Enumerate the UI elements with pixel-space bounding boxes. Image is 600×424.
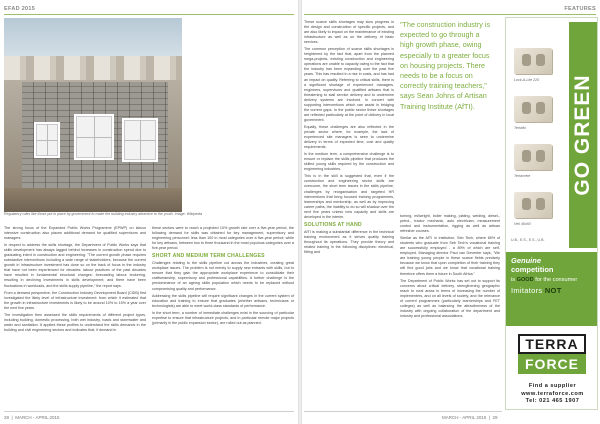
- paragraph: The Department of Public Works has set out to support its concerns about critical delivery, strengthening geographic reach to rural areas in terms of increasing the number of implementers, and on all levels of society, and the relevance of current programmes (particularly learnerships and FET colleges) as well as balancing the attractiveness of the industry with ongoing collaboration of the department and industry and professional associations.: [400, 278, 500, 318]
- retaining-block-image: [514, 144, 552, 170]
- top-rule-left: [4, 14, 294, 15]
- paragraph: The common perception of scarce skills shortages is heightened by the fact that, apart from the planned mega-projects, existing construction and engineering operations are unable to capacity owing to the fact that the industry has been expanding over the past five years. This has resulted in a rise in costs, and has had an impact on quality. Referring to critical skills, there is a significant shortage of experienced managers, engineers, supervisors and qualified artisans that is threatening to stall service delivery and to undermine delivery systems are involved. In concert with supporting interventions which can assist in bridging the current gaps. In the public sector these shortages are reflected particularly at the point of delivery in local government.: [304, 47, 394, 122]
- top-rule-right: [304, 14, 596, 15]
- paragraph: Challenges relating to the skills pipeline cut across the industries, creating great workplace issues. The problem is not merely to supply new entrants with skills, but to ensure that they gain the appropriate workplace experience to consolidate their craftsmanship, supervisory and professional capabilities. A further challenge is the predominance of an ageing skills population which needs to be replaced without compromising quality and performance.: [152, 261, 294, 291]
- slogan-line: Imitators NOT: [511, 286, 562, 295]
- go-green-banner: [569, 22, 597, 248]
- block-label: Terracrete: [514, 174, 531, 178]
- paragraph: turning, millwright, boiler making, plating, welding, diesel-, petrol-, tractor mechanic, auto electrician, measurement control and instrumentation, rigging as well as artisan refresher courses.: [400, 214, 500, 234]
- block-label: Veil 45x60: [514, 222, 531, 226]
- retaining-block-image: [514, 48, 552, 74]
- photo-caption: Regulatory rules like those put in place by government to make the building industry attractive to the youth. Image: Wikipedia: [4, 212, 203, 216]
- issue-date: MARCH - APRIL 2015: [442, 415, 487, 420]
- advert-contact: [506, 383, 598, 406]
- subheading-challenges: SHORT AND MEDIUM TERM CHALLENGES: [152, 253, 265, 260]
- folio-rule-left: [4, 411, 294, 412]
- paragraph: these sectors were to reach a projected 10% growth rate over a five-year period, the following demand for skills was obtained for key management, supervisory and engineering personnel: less than 100 in most categories over a five-year period; while for key artisans, between two to three thousand in the most populous categories over a five-year period.: [152, 226, 294, 251]
- paragraph: Similar as the AfTI in institution, Seb Tech, where 85% of students who graduate from Seb Tech's vocational training are successfully employed - a 89% of which are self-employed. Managing director Paul van Deventer says, "We are training young people in these scarce fields precisely because we know that upon completion of their training they will find good jobs and we know that vocational training therefore offers them a future in South Africa.": [400, 236, 500, 276]
- right-column-1: [304, 20, 394, 408]
- contact-phone: Tel: 021 465 1907: [525, 398, 580, 405]
- paragraph: Addressing the skills pipeline will require significant changes in the current system of education and training to ensure that graduates (whether artisans, technicians or technologists) are able to meet world-class standards of performance.: [152, 293, 294, 308]
- terraforce-advert: [505, 17, 598, 410]
- folio-rule-right: [304, 411, 502, 412]
- issue-date: MARCH - APRIL 2015: [15, 415, 60, 420]
- pull-quote: "The construction industry is expected to go through a high growth phase, owing especially to a greater focus on housing projects. There needs to be a focus on correctly training teachers," says Sean Johns of Artisan Training Institute (AfTI).: [400, 20, 491, 111]
- slogan-line: is GOOD for the consumer: [511, 277, 578, 283]
- paragraph: In the medium term, a comprehensive challenge is to ensure or replace the skills pipeline that produces the skilled young skills required by the construction and engineering industries.: [304, 152, 394, 172]
- right-page: [302, 0, 600, 424]
- paragraph: These scarce skills shortages may slow progress in the design and construction of specific projects, and are also likely to impact on the maintenance of existing infrastructure as well as on the delivery of basic services.: [304, 20, 394, 45]
- running-head-right: FEATURES: [564, 6, 596, 12]
- retaining-block-image: [514, 96, 552, 122]
- retaining-block-image: [514, 192, 552, 218]
- contact-website[interactable]: www.terraforce.com: [521, 390, 584, 397]
- contact-line: Find a supplier: [528, 383, 577, 389]
- left-column-2: [152, 226, 294, 406]
- folio-left: 28 | MARCH - APRIL 2015: [4, 415, 60, 420]
- paragraph: From a demand perspective, the Construction Industry Development Board (CIDB) first investigated the likely level of infrastructure investment: from which it estimated that the growth in infrastructure investments is likely to be around 10% to 15% a year over the next five years.: [4, 290, 146, 310]
- block-label: Terraflo: [514, 126, 527, 130]
- construction-photo: [4, 18, 182, 212]
- running-head-left: EFAD 2015: [4, 6, 36, 12]
- block-sizes: U.B., E.S., E.S., U.B.: [511, 238, 545, 242]
- terraforce-logo: TERRA FORCE: [518, 334, 586, 376]
- folio-right: MARCH - APRIL 2015 | 29: [442, 415, 498, 420]
- page-number: 28: [4, 415, 10, 420]
- slogan-line: competition: [511, 265, 554, 274]
- right-column-2: [400, 214, 500, 408]
- paragraph: In respect to address the skills shortage, the Department of Public Works says that skills development has always lagged behind increases in construction spend due to graduating intent in construction and engineering. "The current growth phase requires substantive interventions including a wide range of stakeholders, because the current growth in infrastructure investment has done so on the back of focus in the industry that have not been experienced for decades: labour practices of the past decades have resulted in fundamental structural changes: forecasting labour brokering, resulting in declining investments in skills development; and there have been fluctuations in workloads, and the skills supply pipeline," the report says.: [4, 243, 146, 288]
- paragraph: Equally, these challenges are also reflected in the private sector where, for example, the lack of experienced site managers is seen to undermine delivery in terms of expected time, cost and quality requirements.: [304, 124, 394, 150]
- paragraph: This is in the skill is suggested that, even if the construction and engineering sector skills are overcome, the short term issues in the skills pipeline, challenges by reorganisation and targeted HR interventions that bring focused training programmes, learnerships and mentorship, as well as by improving career paths, the inability to do so will shadow over the next five years unless new capacity and skills are developed in the interim.: [304, 174, 394, 219]
- left-page: [0, 0, 298, 424]
- go-green-text: GO GREEN: [571, 74, 594, 196]
- paragraph: The investigation then assessed the skills requirements of different project types, including building, domestic processing, both wet industry, roads and stormwater and water and sanitation. It applied these profiles to understand the skills demands in the building and civil engineering sectors and indicates that, if demand in: [4, 312, 146, 332]
- paragraph: The strong focus of the Expanded Public Works Programme (EPWP) on labour intensive construction also places additional demand for qualified supervisors and managers.: [4, 226, 146, 241]
- block-images: [506, 18, 566, 248]
- left-column-1: [4, 226, 146, 406]
- block-label: Lock-A-Lite 220: [514, 78, 540, 82]
- advert-slogan-panel: [506, 252, 598, 326]
- paragraph: AfTI is making a substantial difference in the technical training environment as it strives quality training throughout its operations. They provide theory and related training in the following disciplines: electrical, fitting and: [304, 229, 394, 255]
- slogan-line: Genuine: [511, 256, 542, 265]
- subheading-solutions: SOLUTIONS AT HAND: [304, 221, 362, 228]
- paragraph: In the short term, a number of immediate challenges exist in the sourcing of particular expertise to ensure that infrastructure projects, and in particular remote major projects (primarily in the public expansion sector), are rolled out as planned.: [152, 310, 294, 325]
- page-number: 29: [492, 415, 498, 420]
